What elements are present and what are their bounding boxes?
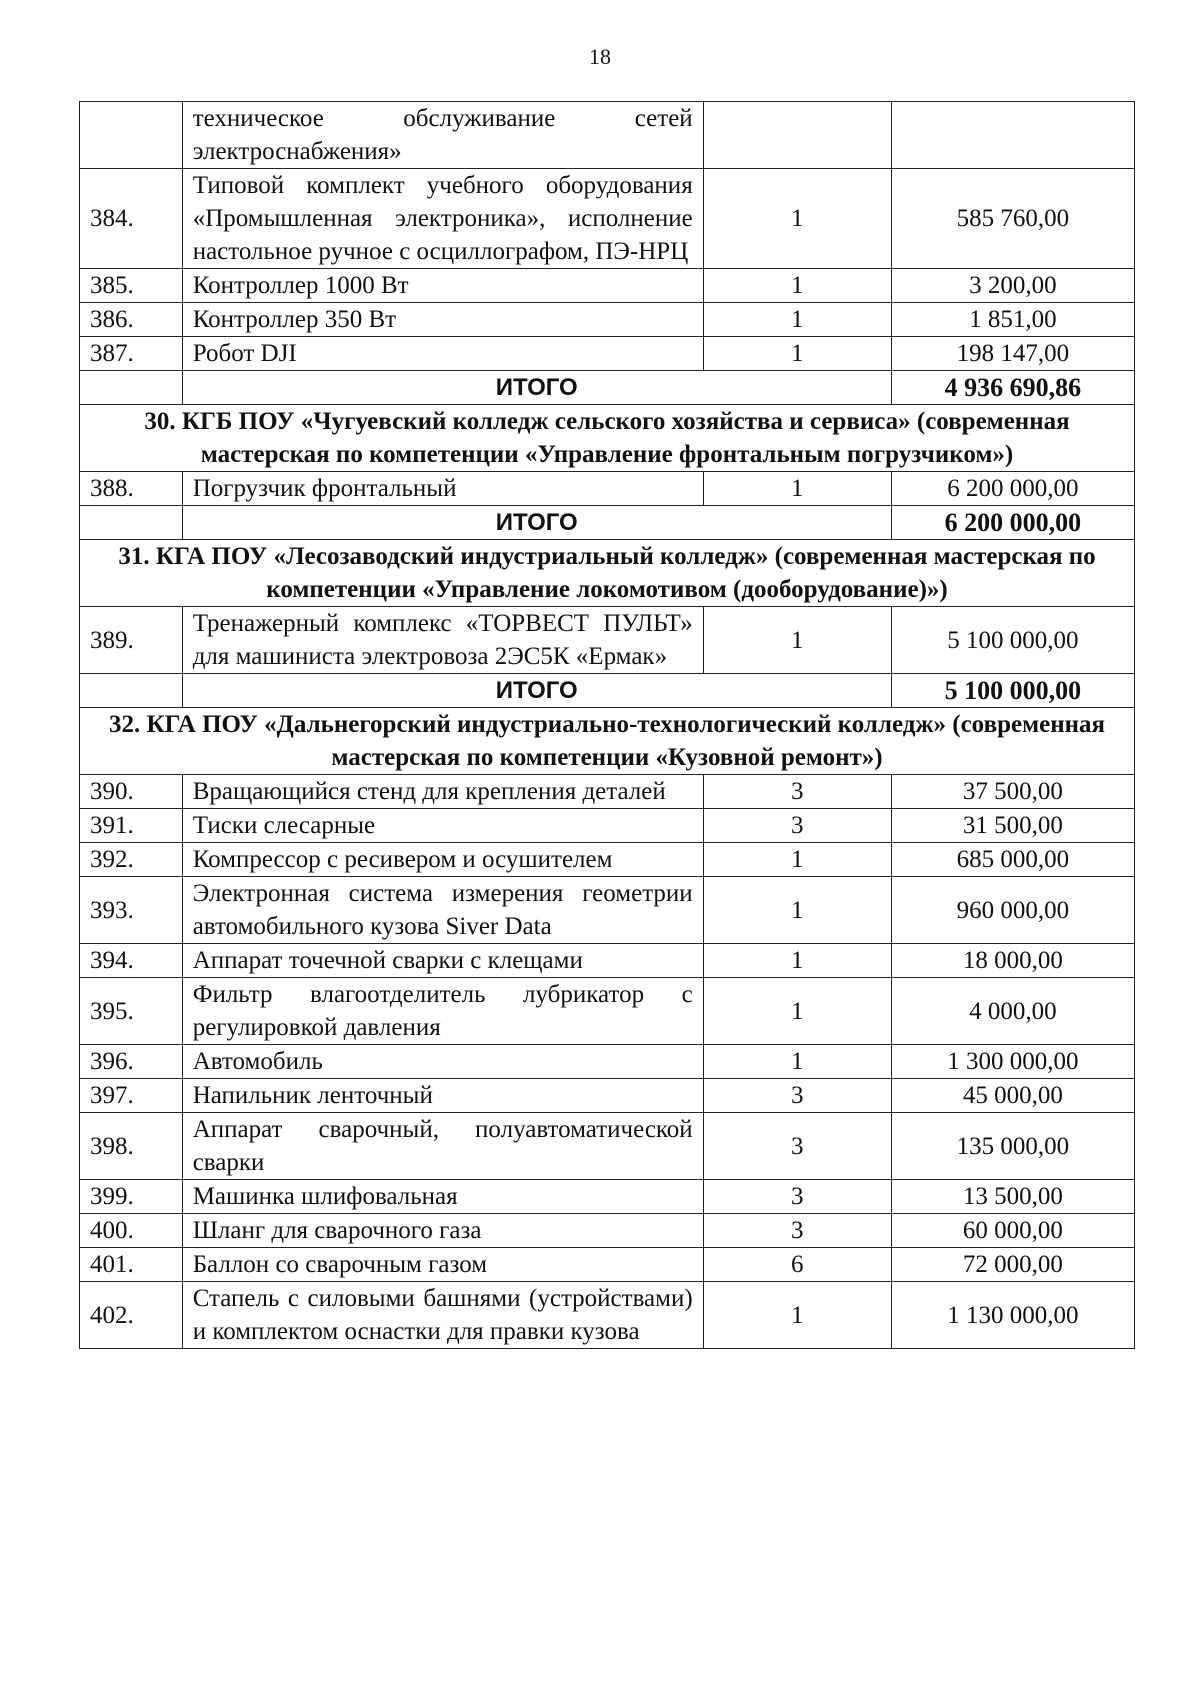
item-quantity: 1 (703, 978, 891, 1045)
item-number: 402. (80, 1282, 183, 1349)
item-name: Автомобиль (182, 1045, 703, 1079)
item-name: Вращающийся стенд для крепления деталей (182, 775, 703, 809)
item-quantity: 3 (703, 1214, 891, 1248)
item-name: Компрессор с ресивером и осушителем (182, 843, 703, 877)
item-name: Погрузчик фронтальный (182, 472, 703, 506)
item-number: 399. (80, 1180, 183, 1214)
table-row (80, 1214, 1135, 1248)
item-quantity: 3 (703, 1113, 891, 1180)
table-row (80, 337, 1135, 371)
item-name: Электронная система измерения геометрии автомобильного кузова Siver Data (182, 877, 703, 944)
item-number: 389. (80, 607, 183, 674)
item-number: 394. (80, 944, 183, 978)
section-header: 30. КГБ ПОУ «Чугуевский колледж сельского хозяйства и сервиса» (современная мастерская по компетенции «Управление фронтальным погрузчиком») (80, 405, 1135, 472)
item-number: 396. (80, 1045, 183, 1079)
table-row (80, 472, 1135, 506)
table-row (80, 1113, 1135, 1180)
item-quantity: 1 (703, 843, 891, 877)
item-price: 72 000,00 (891, 1248, 1134, 1282)
item-quantity: 1 (703, 169, 891, 269)
item-price: 60 000,00 (891, 1214, 1134, 1248)
item-price: 1 130 000,00 (891, 1282, 1134, 1349)
item-price: 960 000,00 (891, 877, 1134, 944)
item-number: 385. (80, 269, 183, 303)
table-row (80, 809, 1135, 843)
total-value: 5 100 000,00 (891, 674, 1134, 708)
item-price: 585 760,00 (891, 169, 1134, 269)
item-name: Контроллер 350 Вт (182, 303, 703, 337)
table-row (80, 877, 1135, 944)
item-price: 4 000,00 (891, 978, 1134, 1045)
total-row (80, 506, 1135, 540)
item-name: Шланг для сварочного газа (182, 1214, 703, 1248)
item-name: Контроллер 1000 Вт (182, 269, 703, 303)
item-price: 5 100 000,00 (891, 607, 1134, 674)
item-name: Аппарат сварочный, полуавтоматической сварки (182, 1113, 703, 1180)
table-row (80, 978, 1135, 1045)
item-number: 390. (80, 775, 183, 809)
table-row (80, 102, 1135, 169)
table-row (80, 269, 1135, 303)
item-price (891, 102, 1134, 169)
item-name: техническое обслуживание сетей электроснабжения» (182, 102, 703, 169)
section-header: 31. КГА ПОУ «Лесозаводский индустриальный колледж» (современная мастерская по компетенции «Управление локомотивом (дооборудование)») (80, 540, 1135, 607)
item-quantity: 1 (703, 1045, 891, 1079)
item-number: 401. (80, 1248, 183, 1282)
table-row (80, 843, 1135, 877)
item-price: 45 000,00 (891, 1079, 1134, 1113)
item-number: 398. (80, 1113, 183, 1180)
table-row (80, 1180, 1135, 1214)
item-name: Тиски слесарные (182, 809, 703, 843)
item-quantity: 6 (703, 1248, 891, 1282)
section-header-row (80, 708, 1135, 775)
item-price: 37 500,00 (891, 775, 1134, 809)
table-row (80, 607, 1135, 674)
item-name: Аппарат точечной сварки с клещами (182, 944, 703, 978)
section-header-row (80, 540, 1135, 607)
page-number: 18 (589, 44, 611, 69)
item-name: Типовой комплект учебного оборудования «Промышленная электроника», исполнение настольное ручное с осциллографом, ПЭ-НРЦ (182, 169, 703, 269)
item-quantity: 3 (703, 809, 891, 843)
item-price: 198 147,00 (891, 337, 1134, 371)
item-number: 387. (80, 337, 183, 371)
equipment-table (79, 101, 1135, 1349)
total-row (80, 371, 1135, 405)
item-name: Фильтр влагоотделитель лубрикатор с регулировкой давления (182, 978, 703, 1045)
table-row (80, 1079, 1135, 1113)
item-quantity (703, 102, 891, 169)
item-number: 384. (80, 169, 183, 269)
item-number: 400. (80, 1214, 183, 1248)
item-number: 395. (80, 978, 183, 1045)
item-quantity: 1 (703, 269, 891, 303)
table-row (80, 775, 1135, 809)
table-row (80, 1045, 1135, 1079)
item-number: 392. (80, 843, 183, 877)
item-price: 31 500,00 (891, 809, 1134, 843)
item-number: 391. (80, 809, 183, 843)
total-empty-cell (80, 371, 183, 405)
item-name: Тренажерный комплекс «ТОРВЕСТ ПУЛЬТ» для машиниста электровоза 2ЭС5К «Ермак» (182, 607, 703, 674)
total-empty-cell (80, 674, 183, 708)
item-price: 18 000,00 (891, 944, 1134, 978)
item-quantity: 1 (703, 877, 891, 944)
item-quantity: 3 (703, 775, 891, 809)
item-quantity: 1 (703, 337, 891, 371)
item-name: Робот DJI (182, 337, 703, 371)
item-quantity: 1 (703, 472, 891, 506)
item-price: 3 200,00 (891, 269, 1134, 303)
item-price: 1 300 000,00 (891, 1045, 1134, 1079)
total-label: ИТОГО (182, 506, 891, 540)
total-value: 4 936 690,86 (891, 371, 1134, 405)
table-row (80, 1248, 1135, 1282)
item-number: 386. (80, 303, 183, 337)
item-name: Стапель с силовыми башнями (устройствами) и комплектом оснастки для правки кузова (182, 1282, 703, 1349)
total-value: 6 200 000,00 (891, 506, 1134, 540)
equipment-table-body (80, 102, 1135, 1349)
item-quantity: 3 (703, 1079, 891, 1113)
item-number: 393. (80, 877, 183, 944)
total-empty-cell (80, 506, 183, 540)
total-label: ИТОГО (182, 674, 891, 708)
item-price: 135 000,00 (891, 1113, 1134, 1180)
item-number (80, 102, 183, 169)
total-label: ИТОГО (182, 371, 891, 405)
table-row (80, 1282, 1135, 1349)
table-row (80, 303, 1135, 337)
item-quantity: 3 (703, 1180, 891, 1214)
table-row (80, 169, 1135, 269)
item-price: 13 500,00 (891, 1180, 1134, 1214)
item-quantity: 1 (703, 944, 891, 978)
item-name: Напильник ленточный (182, 1079, 703, 1113)
item-price: 1 851,00 (891, 303, 1134, 337)
item-quantity: 1 (703, 303, 891, 337)
total-row (80, 674, 1135, 708)
item-number: 388. (80, 472, 183, 506)
item-quantity: 1 (703, 607, 891, 674)
item-number: 397. (80, 1079, 183, 1113)
item-name: Баллон со сварочным газом (182, 1248, 703, 1282)
item-price: 685 000,00 (891, 843, 1134, 877)
item-price: 6 200 000,00 (891, 472, 1134, 506)
table-row (80, 944, 1135, 978)
section-header: 32. КГА ПОУ «Дальнегорский индустриально-технологический колледж» (современная мастерская по компетенции «Кузовной ремонт») (80, 708, 1135, 775)
item-name: Машинка шлифовальная (182, 1180, 703, 1214)
section-header-row (80, 405, 1135, 472)
item-quantity: 1 (703, 1282, 891, 1349)
